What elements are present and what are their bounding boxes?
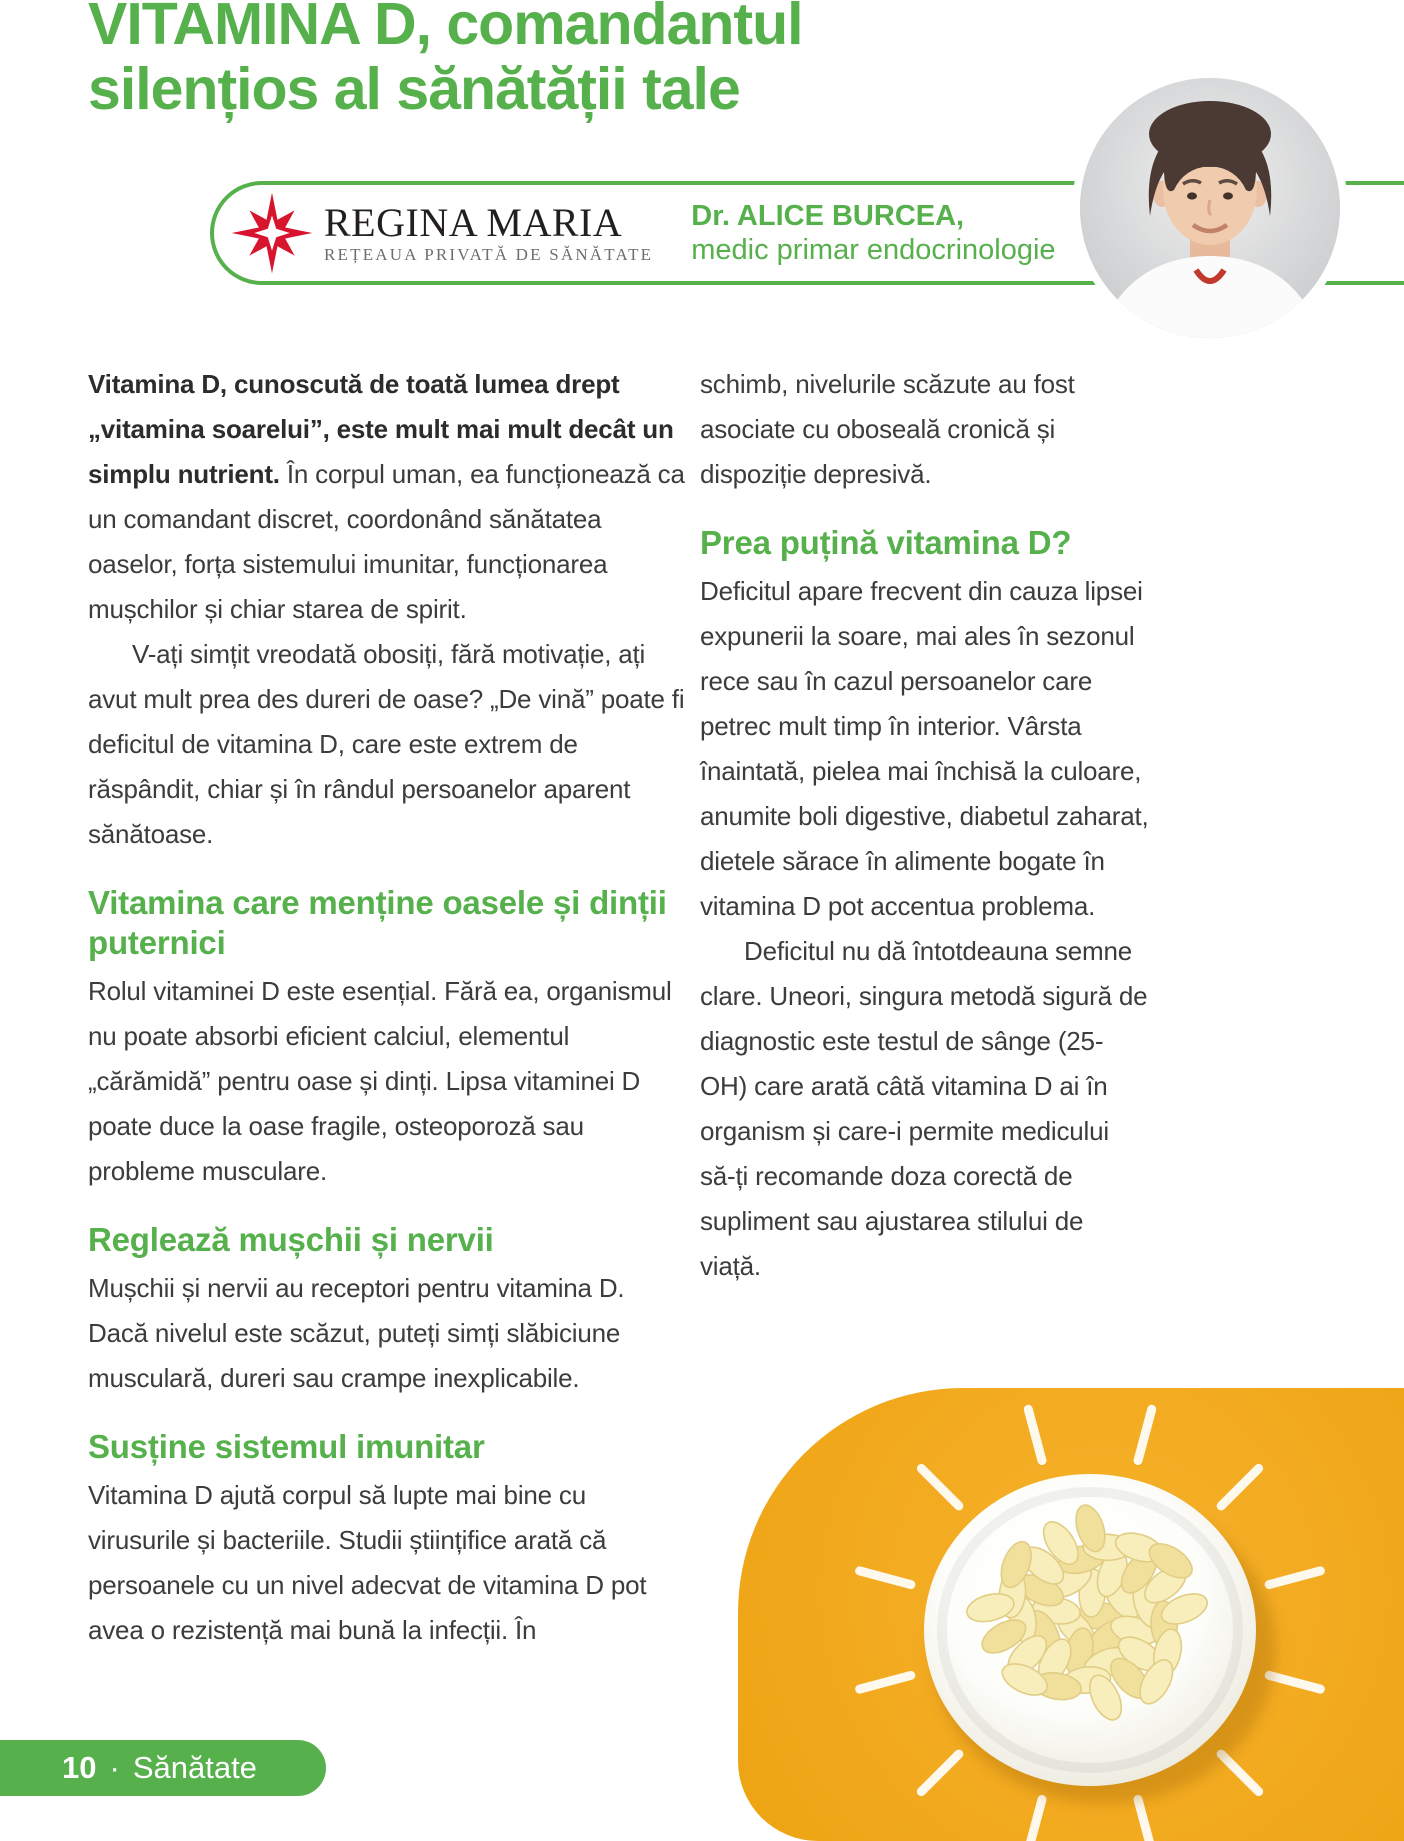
paragraph-symptoms: V-ați simțit vreodată obosiți, fără motivație, ați avut mult prea des dureri de oase? „De vină” poate fi deficitul de vitamina D, care este extrem de răspândit, chiar și în rândul persoanelor aparent sănătoase. xyxy=(88,639,685,849)
page-number: 10 xyxy=(62,1750,97,1785)
article-column-left xyxy=(88,362,688,1653)
page-title-line2: silențios al sănătății tale xyxy=(88,56,740,122)
paragraph-bones: Rolul vitaminei D este esențial. Fără ea, organismul nu poate absorbi eficient calciul, elementul „cărămidă” pentru oase și dinți. Lipsa vitaminei D poate duce la oase fragile, osteoporoză sau probleme musculare. xyxy=(88,976,672,1186)
capsules-svg xyxy=(738,1388,1404,1841)
article-column-right xyxy=(700,362,1150,1289)
paragraph-mood: schimb, nivelurile scăzute au fost asociate cu oboseală cronică și dispoziție depresivă. xyxy=(700,369,1075,489)
footer-separator: · xyxy=(109,1750,120,1785)
section-heading-bones: Vitamina care menține oasele și dinții puternici xyxy=(88,884,667,961)
footer-section-label: Sănătate xyxy=(132,1750,257,1785)
intro-rest: În corpul uman, ea funcționează ca un comandant discret, coordonând sănătatea oaselor, forța sistemului imunitar, funcționarea mușchilor și chiar starea de spirit. xyxy=(88,459,685,624)
page-footer xyxy=(0,1740,326,1796)
doctor-portrait xyxy=(1080,78,1340,338)
regina-maria-logo xyxy=(324,199,654,265)
doctor-name: Dr. ALICE BURCEA, xyxy=(691,200,965,232)
section-heading-deficiency: Prea puțină vitamina D? xyxy=(700,524,1072,561)
doctor-title: medic primar endocrinologie xyxy=(691,234,1056,266)
regina-maria-tagline: REȚEAUA PRIVATĂ DE SĂNĂTATE xyxy=(324,244,654,264)
intro-lead: Vitamina D, cunoscută de toată lumea drept „vitamina soarelui”, este mult mai mult decât un simplu nutrient. xyxy=(88,369,674,489)
paragraph-intro xyxy=(88,362,688,632)
paragraph-diagnosis: Deficitul nu dă întotdeauna semne clare. Uneori, singura metodă sigură de diagnostic este testul de sânge (25-OH) care arată câtă vitamina D ai în organism și care-i permite medicului să-ți recomande doza corectă de supliment sau ajustarea stilului de viață. xyxy=(700,936,1148,1281)
regina-maria-star-icon xyxy=(230,191,314,275)
section-heading-muscles: Reglează mușchii și nervii xyxy=(88,1221,494,1258)
regina-maria-logo-text: REGINA MARIA xyxy=(324,199,623,245)
section-heading-immune: Susține sistemul imunitar xyxy=(88,1428,485,1465)
doctor-credit xyxy=(691,199,1055,267)
page-title-line1: VITAMINA D, comandantul xyxy=(88,0,803,57)
vitamin-capsules-photo xyxy=(738,1388,1404,1841)
paragraph-deficiency-causes: Deficitul apare frecvent din cauza lipsei expunerii la soare, mai ales în sezonul rece sau în cazul persoanelor care petrec mult timp în interior. Vârsta înaintată, pielea mai închisă la culoare, anumite boli digestive, diabetul zaharat, dietele sărace în alimente bogate în vitamina D pot accentua problema. xyxy=(700,576,1149,921)
paragraph-muscles: Mușchii și nervii au receptori pentru vitamina D. Dacă nivelul este scăzut, puteți simți slăbiciune musculară, dureri sau crampe inexplicabile. xyxy=(88,1273,625,1393)
paragraph-immune: Vitamina D ajută corpul să lupte mai bine cu virusurile și bacteriile. Studii științifice arată că persoanele cu un nivel adecvat de vitamina D pot avea o rezistență mai bună la infecții. În xyxy=(88,1480,647,1645)
page-title xyxy=(88,0,803,122)
